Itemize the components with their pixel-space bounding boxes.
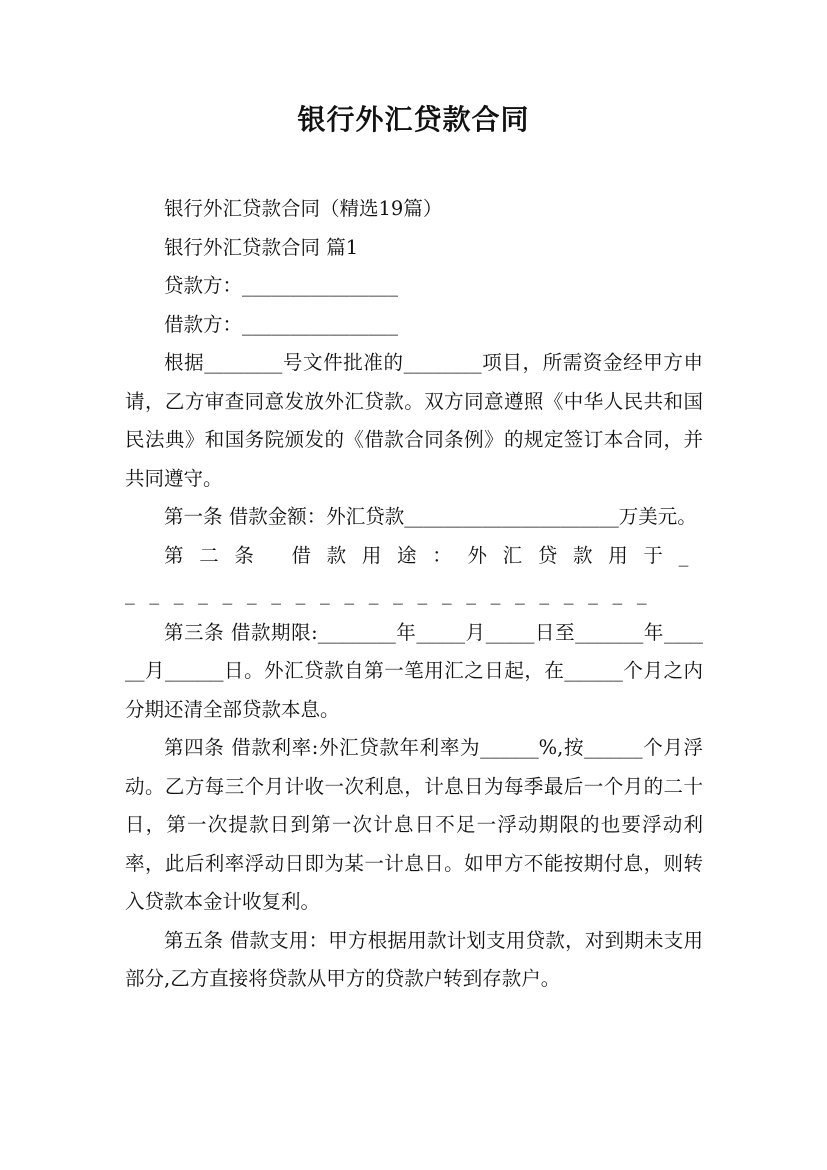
paragraph-article-2: 第二条 借款用途：外汇贷款用于_______________________ xyxy=(125,543,703,605)
paragraph-article-5: 第五条 借款支用：甲方根据用款计划支用贷款，对到期未支用部分,乙方直接将贷款从甲方的贷款户转到存款户。 xyxy=(125,928,703,990)
paragraph-article-4: 第四条 借款利率:外汇贷款年利率为______%,按______个月浮动。乙方每三个月计收一次利息，计息日为每季最后一个月的二十日，第一次提款日到第一次计息日不足一浮动期限的也要浮动利率，此后利率浮动日即为某一计息日。如甲方不能按期付息，则转入贷款本金计收复利。 xyxy=(125,736,703,913)
document-title: 银行外汇贷款合同 xyxy=(297,103,530,136)
paragraph-article-1: 第一条 借款金额：外汇贷款______________________万美元。 xyxy=(164,505,697,528)
paragraph-lender: 贷款方：________________ xyxy=(164,274,399,297)
paragraph-section-heading: 银行外汇贷款合同 篇1 xyxy=(164,235,359,259)
document-body xyxy=(125,190,703,999)
paragraph-subtitle: 银行外汇贷款合同（精选19篇） xyxy=(164,197,443,220)
paragraph-preamble: 根据________号文件批准的________项目，所需资金经甲方申请，乙方审查同意发放外汇贷款。双方同意遵照《中华人民共和国民法典》和国务院颁发的《借款合同条例》的规定签订本合同，并共同遵守。 xyxy=(125,351,703,490)
paragraph-article-3: 第三条 借款期限:________年_____月_____日至_______年______月______日。外汇贷款自第一笔用汇之日起，在______个月之内分期还清全部贷款本息。 xyxy=(125,620,703,721)
paragraph-borrower: 借款方：________________ xyxy=(164,312,399,336)
